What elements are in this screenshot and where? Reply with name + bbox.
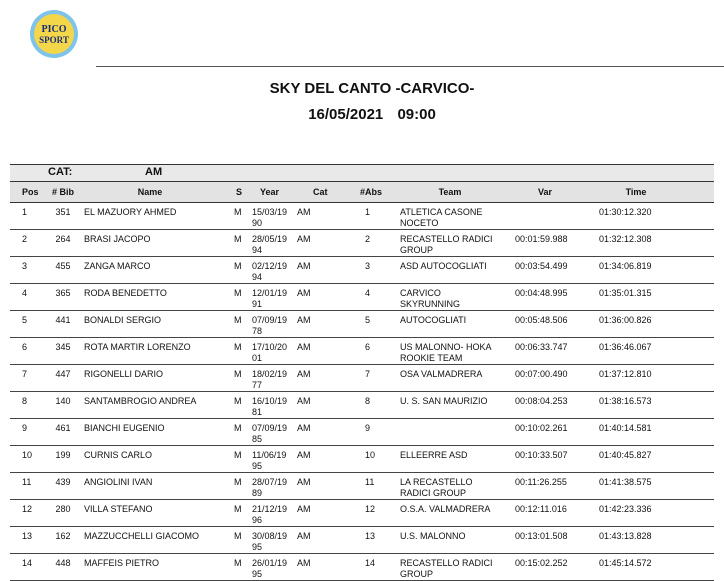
cell-cat: AM: [297, 450, 311, 460]
cell-time: 01:36:00.826: [599, 315, 652, 325]
header-pos: Pos: [22, 187, 39, 197]
cell-cat: AM: [297, 477, 311, 487]
cell-year: 17/10/20 01: [252, 342, 288, 363]
cell-name: SANTAMBROGIO ANDREA: [84, 396, 197, 406]
header-rule: [96, 66, 724, 67]
cell-name: MAFFEIS PIETRO: [84, 558, 160, 568]
cell-var: 00:01:59.988: [515, 234, 568, 244]
cell-bib: 441: [55, 315, 71, 325]
cell-abs: 2: [365, 234, 371, 244]
cell-cat: AM: [297, 396, 311, 406]
pico-sport-logo: [28, 8, 80, 60]
cell-s: M: [234, 477, 242, 487]
cell-pos: 10: [22, 450, 33, 460]
table-row: [10, 527, 714, 554]
cell-bib: 351: [55, 207, 71, 217]
cell-year: 18/02/19 77: [252, 369, 288, 390]
cell-cat: AM: [297, 369, 311, 379]
cell-abs: 5: [365, 315, 371, 325]
cell-abs: 14: [365, 558, 376, 568]
cell-pos: 11: [22, 477, 32, 487]
cell-time: 01:42:23.336: [599, 504, 652, 514]
cell-s: M: [234, 531, 242, 541]
cell-team: U. S. SAN MAURIZIO: [400, 396, 488, 406]
cell-name: ROTA MARTIR LORENZO: [84, 342, 191, 352]
cell-s: M: [234, 558, 242, 568]
event-date: 16/05/2021: [308, 106, 384, 123]
cell-pos: 14: [22, 558, 33, 568]
cell-var: 00:06:33.747: [515, 342, 568, 352]
header-abs: #Abs: [360, 187, 383, 197]
cell-cat: AM: [297, 504, 311, 514]
table-row: [10, 284, 714, 311]
header-team: Team: [438, 187, 462, 197]
category-row: [10, 164, 714, 181]
cell-bib: 365: [55, 288, 71, 298]
cell-name: VILLA STEFANO: [84, 504, 153, 514]
cell-bib: 455: [55, 261, 71, 271]
cell-var: 00:03:54.499: [515, 261, 568, 271]
table-row: [10, 257, 714, 284]
cell-year: 11/06/19 95: [252, 450, 287, 471]
cell-var: 00:12:11.016: [515, 504, 567, 514]
cell-year: 15/03/19 90: [252, 207, 288, 228]
cell-cat: AM: [297, 558, 311, 568]
cell-s: M: [234, 234, 242, 244]
cell-pos: 8: [22, 396, 28, 406]
cell-name: CURNIS CARLO: [84, 450, 153, 460]
cell-var: 00:07:00.490: [515, 369, 568, 379]
cell-time: 01:34:06.819: [599, 261, 652, 271]
cell-time: 01:35:01.315: [599, 288, 652, 298]
cell-name: BONALDI SERGIO: [84, 315, 162, 325]
cell-year: 28/05/19 94: [252, 234, 288, 255]
cell-name: RIGONELLI DARIO: [84, 369, 164, 379]
cell-var: 00:11:26.255: [515, 477, 567, 487]
cell-team: RECASTELLO RADICI GROUP: [400, 558, 493, 579]
header-var: Var: [538, 187, 553, 197]
table-row: [10, 203, 714, 230]
cell-time: 01:43:13.828: [599, 531, 652, 541]
event-time: 09:00: [397, 106, 436, 123]
cell-s: M: [234, 423, 242, 433]
cell-s: M: [234, 342, 242, 352]
cell-team: CARVICO SKYRUNNING: [400, 288, 461, 309]
cell-var: 00:08:04.253: [515, 396, 568, 406]
cell-name: EL MAZUORY AHMED: [84, 207, 177, 217]
table-row: [10, 473, 714, 500]
cell-s: M: [234, 288, 242, 298]
header-year: Year: [260, 187, 280, 197]
header-name: Name: [137, 187, 163, 197]
table-row: [10, 446, 714, 473]
header-time: Time: [625, 187, 647, 197]
cell-s: M: [234, 207, 242, 217]
header-bib: # Bib: [51, 187, 74, 197]
cell-team: ASD AUTOCOGLIATI: [400, 261, 487, 271]
cell-cat: AM: [297, 288, 311, 298]
cell-pos: 1: [22, 207, 28, 217]
cell-s: M: [234, 369, 242, 379]
table-row: [10, 500, 714, 527]
cell-abs: 10: [365, 450, 376, 460]
cell-pos: 12: [22, 504, 33, 514]
cell-team: O.S.A. VALMADRERA: [400, 504, 491, 514]
cell-time: 01:38:16.573: [599, 396, 652, 406]
cell-abs: 11: [365, 477, 375, 487]
cell-var: 00:04:48.995: [515, 288, 568, 298]
cell-abs: 8: [365, 396, 371, 406]
cell-bib: 199: [55, 450, 71, 460]
cell-var: 00:05:48.506: [515, 315, 568, 325]
cell-bib: 264: [55, 234, 71, 244]
event-title: SKY DEL CANTO -CARVICO-: [269, 80, 475, 97]
cell-team: US MALONNO- HOKA ROOKIE TEAM: [400, 342, 492, 363]
cell-year: 28/07/19 89: [252, 477, 288, 498]
cell-time: 01:45:14.572: [599, 558, 652, 568]
cell-year: 07/09/19 78: [252, 315, 288, 336]
cell-team: LA RECASTELLO RADICI GROUP: [400, 477, 473, 498]
table-row: [10, 230, 714, 257]
category-value: AM: [145, 166, 163, 178]
cell-time: 01:37:12.810: [599, 369, 652, 379]
cell-abs: 6: [365, 342, 371, 352]
table-row: [10, 392, 714, 419]
cell-year: 16/10/19 81: [252, 396, 288, 417]
cell-pos: 3: [22, 261, 28, 271]
table-header: [10, 181, 714, 203]
cell-bib: 345: [55, 342, 71, 352]
cell-cat: AM: [297, 207, 311, 217]
cell-bib: 447: [55, 369, 71, 379]
cell-bib: 162: [55, 531, 71, 541]
header-cat: Cat: [313, 187, 328, 197]
cell-var: 00:15:02.252: [515, 558, 568, 568]
cell-team: ATLETICA CASONE NOCETO: [400, 207, 483, 228]
cell-s: M: [234, 315, 242, 325]
cell-cat: AM: [297, 234, 311, 244]
table-row: [10, 554, 714, 581]
logo-text-top: PICO: [41, 24, 67, 35]
header-s: S: [236, 187, 243, 197]
cell-pos: 13: [22, 531, 33, 541]
cell-s: M: [234, 261, 242, 271]
cell-pos: 5: [22, 315, 28, 325]
cell-bib: 140: [55, 396, 71, 406]
cell-var: 00:13:01.508: [515, 531, 568, 541]
cell-pos: 7: [22, 369, 28, 379]
cell-pos: 9: [22, 423, 28, 433]
cell-abs: 3: [365, 261, 371, 271]
cell-bib: 439: [55, 477, 71, 487]
cell-year: 26/01/19 95: [252, 558, 288, 579]
results-table: [10, 164, 714, 581]
cell-year: 21/12/19 96: [252, 504, 288, 525]
cell-pos: 4: [22, 288, 28, 298]
cell-abs: 1: [365, 207, 371, 217]
cell-time: 01:41:38.575: [599, 477, 652, 487]
event-datetime: [0, 106, 724, 123]
cell-year: 02/12/19 94: [252, 261, 288, 282]
category-label: CAT:: [48, 166, 73, 178]
table-body: [10, 203, 714, 581]
cell-team: OSA VALMADRERA: [400, 369, 483, 379]
cell-time: 01:40:45.827: [599, 450, 652, 460]
cell-pos: 2: [22, 234, 28, 244]
cell-name: BIANCHI EUGENIO: [84, 423, 165, 433]
cell-name: ANGIOLINI IVAN: [84, 477, 153, 487]
cell-s: M: [234, 450, 242, 460]
cell-bib: 448: [55, 558, 71, 568]
cell-time: 01:30:12.320: [599, 207, 652, 217]
table-row: [10, 419, 714, 446]
logo-text-bottom: SPORT: [39, 35, 69, 45]
cell-cat: AM: [297, 423, 311, 433]
cell-abs: 12: [365, 504, 376, 514]
cell-var: 00:10:33.507: [515, 450, 568, 460]
cell-bib: 461: [55, 423, 71, 433]
cell-name: RODA BENEDETTO: [84, 288, 167, 298]
cell-abs: 13: [365, 531, 376, 541]
cell-year: 12/01/19 91: [252, 288, 288, 309]
cell-name: ZANGA MARCO: [84, 261, 151, 271]
table-row: [10, 338, 714, 365]
cell-cat: AM: [297, 261, 311, 271]
cell-team: AUTOCOGLIATI: [400, 315, 467, 325]
cell-team: RECASTELLO RADICI GROUP: [400, 234, 493, 255]
cell-team: U.S. MALONNO: [400, 531, 466, 541]
table-row: [10, 365, 714, 392]
cell-name: MAZZUCCHELLI GIACOMO: [84, 531, 200, 541]
cell-team: ELLEERRE ASD: [400, 450, 468, 460]
cell-year: 30/08/19 95: [252, 531, 288, 552]
cell-abs: 4: [365, 288, 371, 298]
cell-pos: 6: [22, 342, 28, 352]
cell-s: M: [234, 396, 242, 406]
cell-abs: 7: [365, 369, 371, 379]
cell-var: 00:10:02.261: [515, 423, 568, 433]
cell-time: 01:40:14.581: [599, 423, 652, 433]
cell-cat: AM: [297, 342, 311, 352]
cell-time: 01:36:46.067: [599, 342, 652, 352]
cell-abs: 9: [365, 423, 371, 433]
cell-s: M: [234, 504, 242, 514]
cell-cat: AM: [297, 531, 311, 541]
cell-cat: AM: [297, 315, 311, 325]
cell-time: 01:32:12.308: [599, 234, 652, 244]
cell-year: 07/09/19 85: [252, 423, 288, 444]
cell-bib: 280: [55, 504, 71, 514]
cell-name: BRASI JACOPO: [84, 234, 151, 244]
table-row: [10, 311, 714, 338]
